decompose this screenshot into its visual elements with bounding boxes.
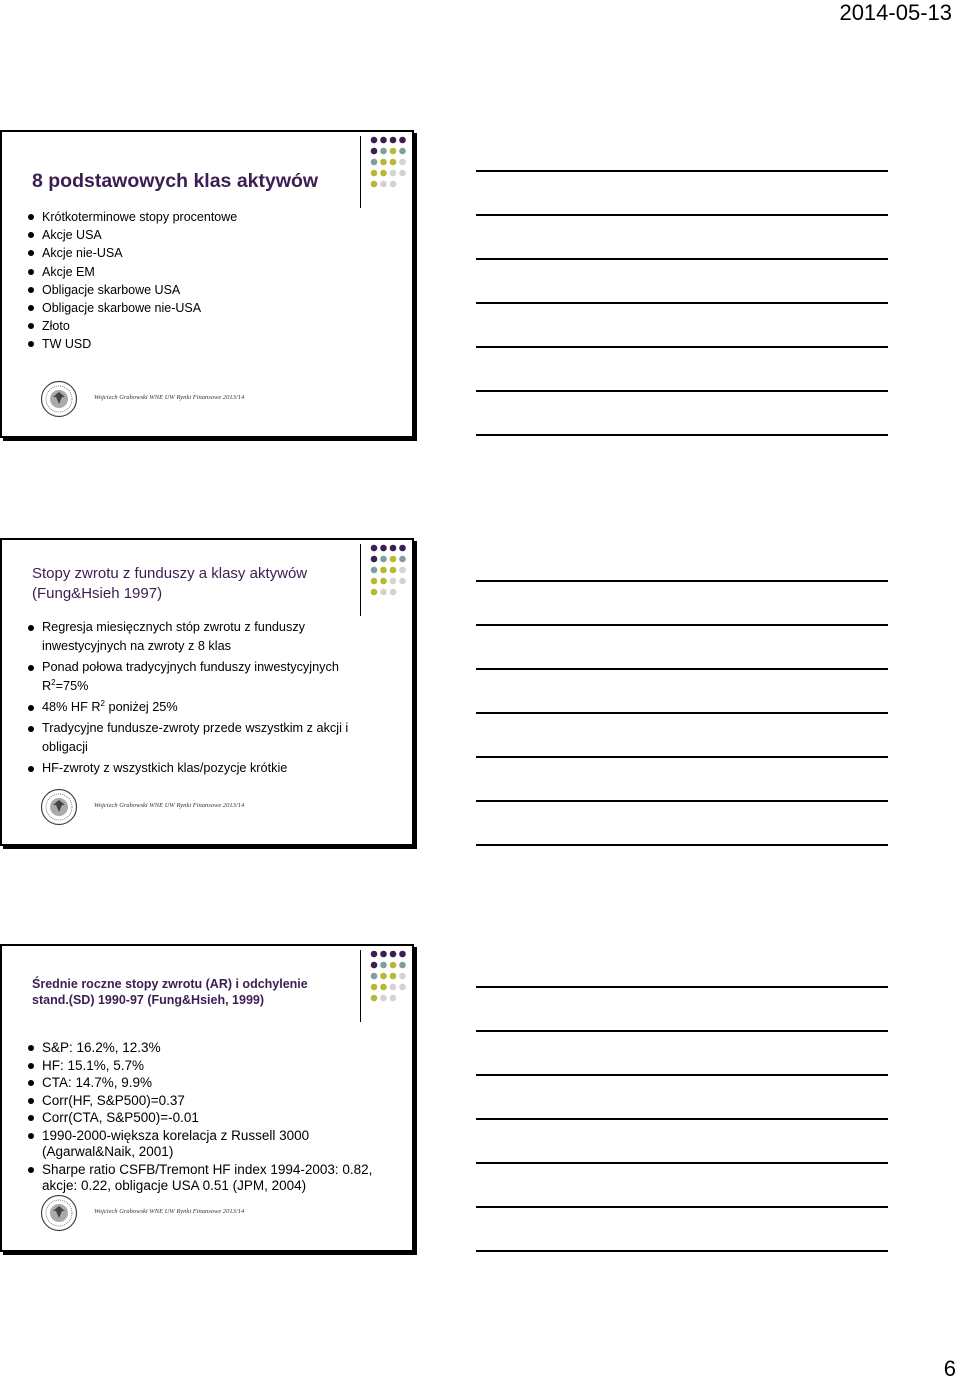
note-line <box>476 1118 888 1120</box>
decor-dot <box>380 148 387 155</box>
decor-dot <box>380 137 387 144</box>
slide-footer <box>40 788 280 828</box>
bullet-list <box>24 618 369 780</box>
slide-footer <box>40 1194 280 1234</box>
superscript: 2 <box>51 677 56 687</box>
decor-dot <box>371 962 378 969</box>
decor-dot <box>390 137 397 144</box>
list-item: Obligacje skarbowe USA <box>24 281 237 299</box>
decor-dot <box>380 995 387 1002</box>
slide-title: 8 podstawowych klas aktywów <box>32 170 319 192</box>
decor-dot <box>371 545 378 552</box>
decor-dot <box>390 984 397 991</box>
note-line <box>476 668 888 670</box>
decor-dot <box>399 170 406 177</box>
slide-divider <box>360 950 361 1022</box>
list-item: Corr(CTA, S&P500)=-0.01 <box>24 1110 374 1127</box>
note-line <box>476 844 888 846</box>
dot-grid-decoration <box>370 544 414 604</box>
bullet-list <box>24 208 237 354</box>
list-item: Krótkoterminowe stopy procentowe <box>24 208 237 226</box>
decor-dot <box>390 556 397 563</box>
list-item: S&P: 16.2%, 12.3% <box>24 1040 374 1057</box>
superscript: 2 <box>100 698 105 708</box>
bullet-list <box>24 1040 374 1196</box>
note-line <box>476 258 888 260</box>
note-line <box>476 214 888 216</box>
slide-footer <box>40 380 280 420</box>
note-line <box>476 346 888 348</box>
note-line <box>476 1206 888 1208</box>
decor-dot <box>390 951 397 958</box>
list-item: 1990-2000-większa korelacja z Russell 3000 (Agarwal&Naik, 2001) <box>24 1128 374 1161</box>
decor-dot <box>390 181 397 188</box>
decor-dot <box>371 984 378 991</box>
note-line <box>476 712 888 714</box>
title-line: (Fung&Hsieh 1997) <box>32 585 163 602</box>
note-line <box>476 1030 888 1032</box>
decor-dot <box>380 545 387 552</box>
decor-dot <box>399 578 406 585</box>
decor-dot <box>390 973 397 980</box>
decor-dot <box>390 567 397 574</box>
decor-dot <box>380 578 387 585</box>
decor-dot <box>371 137 378 144</box>
decor-dot <box>371 159 378 166</box>
decor-dot <box>371 148 378 155</box>
decor-dot <box>390 962 397 969</box>
decor-dot <box>390 589 397 596</box>
page-number: 6 <box>943 1356 956 1381</box>
footer-text: Wojciech Grabowski WNE UW Rynki Finansowe 2013/14 <box>94 394 245 401</box>
decor-dot <box>380 556 387 563</box>
note-line <box>476 390 888 392</box>
note-line <box>476 580 888 582</box>
decor-dot <box>399 567 406 574</box>
title-line: stand.(SD) 1990-97 (Fung&Hsieh, 1999) <box>32 993 265 1007</box>
slide-title <box>32 976 332 1008</box>
decor-dot <box>380 951 387 958</box>
item-text: =75% <box>55 679 89 693</box>
decor-dot <box>371 578 378 585</box>
list-item: CTA: 14.7%, 9.9% <box>24 1075 374 1092</box>
title-line: Średnie roczne stopy zwrotu (AR) i odchylenie <box>32 977 308 991</box>
decor-dot <box>371 556 378 563</box>
list-item: Akcje nie-USA <box>24 244 237 262</box>
decor-dot <box>399 951 406 958</box>
decor-dot <box>399 973 406 980</box>
decor-dot <box>380 181 387 188</box>
note-line <box>476 624 888 626</box>
decor-dot <box>380 962 387 969</box>
decor-dot <box>399 962 406 969</box>
slide-divider <box>360 544 361 616</box>
page-date: 2014-05-13 <box>839 0 952 25</box>
decor-dot <box>371 181 378 188</box>
decor-dot <box>371 589 378 596</box>
footer-text: Wojciech Grabowski WNE UW Rynki Finansowe 2013/14 <box>94 1208 245 1215</box>
footer-text: Wojciech Grabowski WNE UW Rynki Finansowe 2013/14 <box>94 802 245 809</box>
list-item <box>24 698 369 717</box>
decor-dot <box>371 973 378 980</box>
note-line <box>476 756 888 758</box>
title-line: Stopy zwrotu z funduszy a klasy aktywów <box>32 565 308 582</box>
item-text: 48% HF R <box>42 700 101 714</box>
list-item: Regresja miesięcznych stóp zwrotu z funduszy inwestycyjnych na zwroty z 8 klas <box>24 618 369 656</box>
decor-dot <box>390 159 397 166</box>
slide-title <box>32 564 352 604</box>
list-item: Akcje EM <box>24 263 237 281</box>
decor-dot <box>399 556 406 563</box>
list-item: Złoto <box>24 317 237 335</box>
decor-dot <box>390 578 397 585</box>
note-line <box>476 1250 888 1252</box>
university-seal-icon <box>40 380 78 418</box>
list-item <box>24 658 369 696</box>
note-line <box>476 434 888 436</box>
slide-3 <box>0 944 414 1252</box>
list-item: HF-zwroty z wszystkich klas/pozycje krótkie <box>24 759 369 778</box>
note-line <box>476 1074 888 1076</box>
dot-grid-decoration <box>370 136 414 196</box>
slide-1 <box>0 130 414 438</box>
decor-dot <box>371 170 378 177</box>
list-item: Sharpe ratio CSFB/Tremont HF index 1994-2003: 0.82, akcje: 0.22, obligacje USA 0.51 (JPM, 2004) <box>24 1162 374 1195</box>
decor-dot <box>390 170 397 177</box>
dot-grid-decoration <box>370 950 414 1010</box>
decor-dot <box>390 545 397 552</box>
decor-dot <box>371 995 378 1002</box>
list-item: Akcje USA <box>24 226 237 244</box>
decor-dot <box>399 137 406 144</box>
decor-dot <box>399 545 406 552</box>
list-item: Tradycyjne fundusze-zwroty przede wszystkim z akcji i obligacji <box>24 719 369 757</box>
decor-dot <box>380 973 387 980</box>
list-item: Obligacje skarbowe nie-USA <box>24 299 237 317</box>
note-line <box>476 302 888 304</box>
slide-divider <box>360 136 361 208</box>
decor-dot <box>380 170 387 177</box>
decor-dot <box>390 148 397 155</box>
decor-dot <box>380 984 387 991</box>
note-line <box>476 1162 888 1164</box>
list-item: Corr(HF, S&P500)=0.37 <box>24 1093 374 1110</box>
note-line <box>476 986 888 988</box>
university-seal-icon <box>40 788 78 826</box>
note-line <box>476 800 888 802</box>
item-text: poniżej 25% <box>104 700 178 714</box>
decor-dot <box>371 951 378 958</box>
decor-dot <box>380 589 387 596</box>
decor-dot <box>399 148 406 155</box>
university-seal-icon <box>40 1194 78 1232</box>
note-line <box>476 170 888 172</box>
list-item: HF: 15.1%, 5.7% <box>24 1058 374 1075</box>
decor-dot <box>390 995 397 1002</box>
decor-dot <box>399 984 406 991</box>
decor-dot <box>371 567 378 574</box>
decor-dot <box>399 159 406 166</box>
decor-dot <box>380 567 387 574</box>
slide-2 <box>0 538 414 846</box>
list-item: TW USD <box>24 335 237 353</box>
item-text: Ponad połowa tradycyjnych funduszy inwestycyjnych R <box>42 660 339 693</box>
decor-dot <box>380 159 387 166</box>
